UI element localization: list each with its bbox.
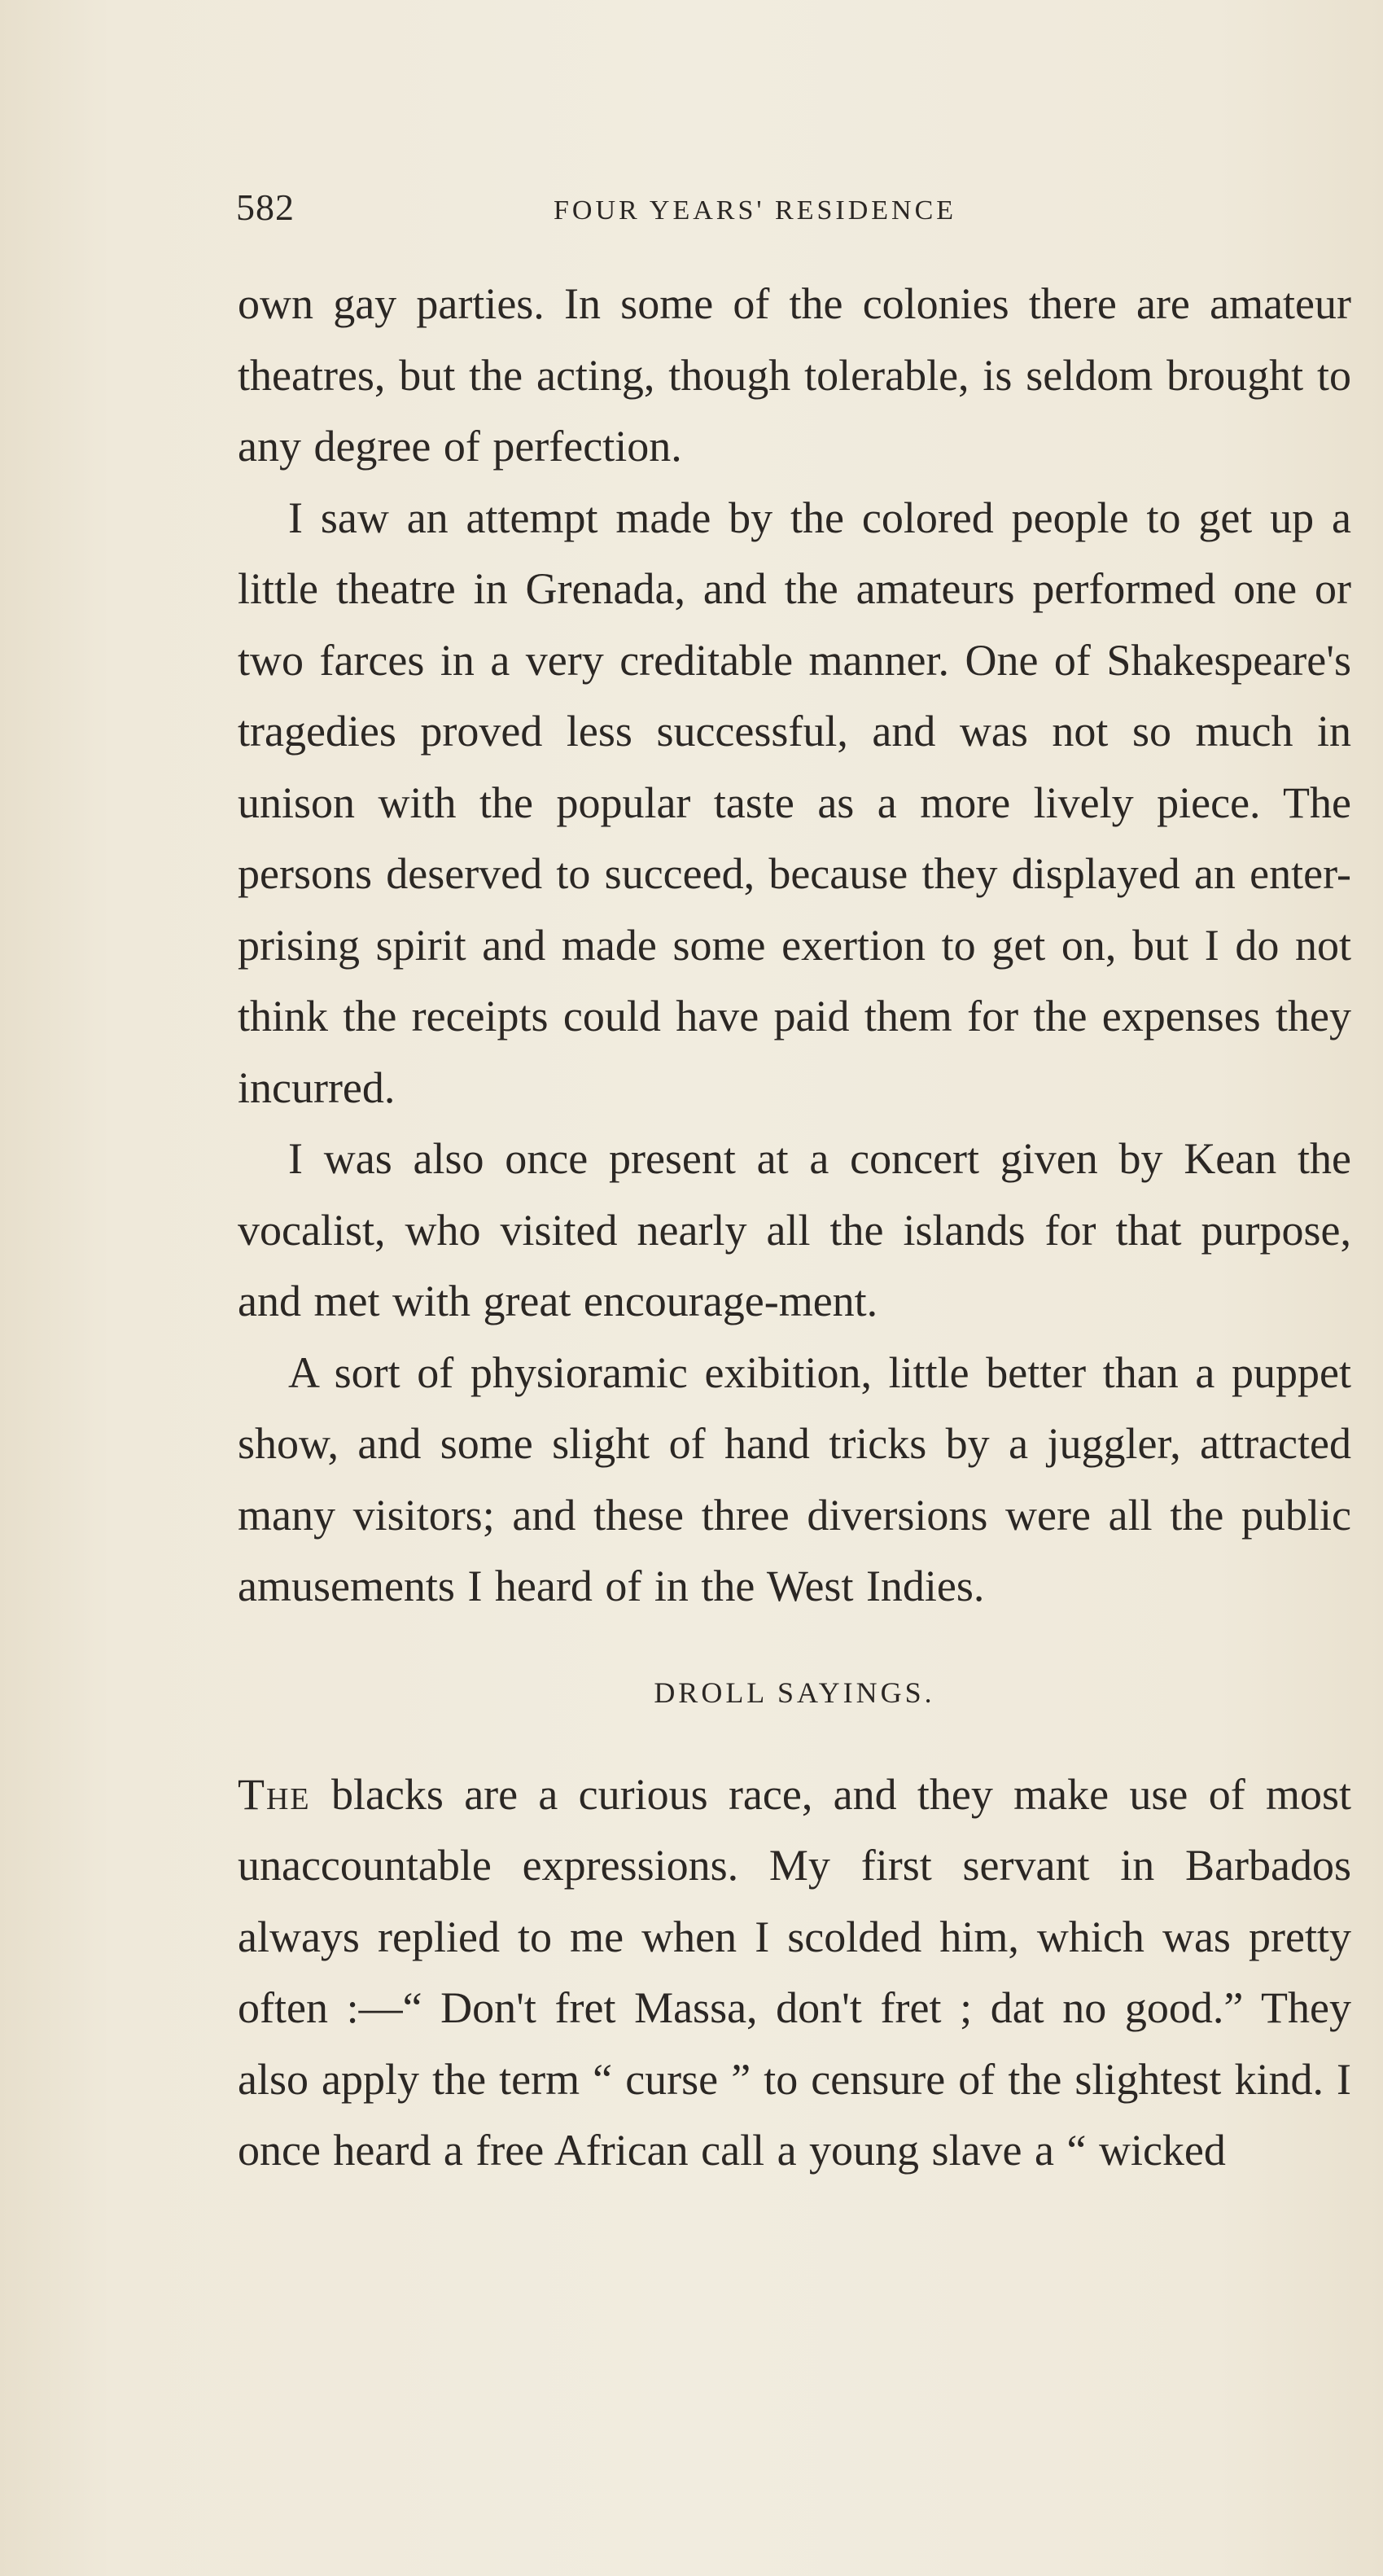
section-heading: DROLL SAYINGS. — [654, 1676, 935, 1709]
page-number: 582 — [236, 186, 295, 228]
page-header — [236, 186, 1353, 243]
paragraph-text: blacks are a curious race, and they make use of most unaccountable expressions. My first servant in Barbados always replied to me when I scolded him, which was pretty often :—“ Don't fret Massa, don't fret ; dat no good.” They also apply the term “ curse ” to censure of the slightest kind. I once heard a free African call a young slave a “ wicked — [238, 1769, 1351, 2175]
body-text — [238, 269, 1351, 2187]
running-head: FOUR YEARS' RESIDENCE — [554, 195, 957, 226]
small-caps-lead: The — [238, 1769, 311, 1819]
paragraph: own gay parties. In some of the colonies there are amateur theatres, but the acting, though tolerable, is seldom brought to any degree of perfection. — [238, 279, 1351, 471]
paragraph: I was also once present at a concert given by Kean the vocalist, who visited nearly all the islands for that purpose, and met with great encourage-ment. — [238, 1134, 1351, 1325]
paragraph: I saw an attempt made by the colored people to get up a little theatre in Grenada, and the amateurs performed one or two farces in a very creditable manner. One of Shakespeare's tragedies proved less successful, and was not so much in unison with the popular taste as a more lively piece. The persons deserved to succeed, because they displayed an enter-prising spirit and made some exertion to get on, but I do not think the receipts could have paid them for the expenses they incurred. — [238, 493, 1351, 1112]
paragraph: A sort of physioramic exibition, little better than a puppet show, and some slight of hand tricks by a juggler, attracted many visitors; and these three diversions were all the public amusements I heard of in the West Indies. — [238, 1347, 1351, 1610]
paragraph — [238, 1759, 1351, 2187]
